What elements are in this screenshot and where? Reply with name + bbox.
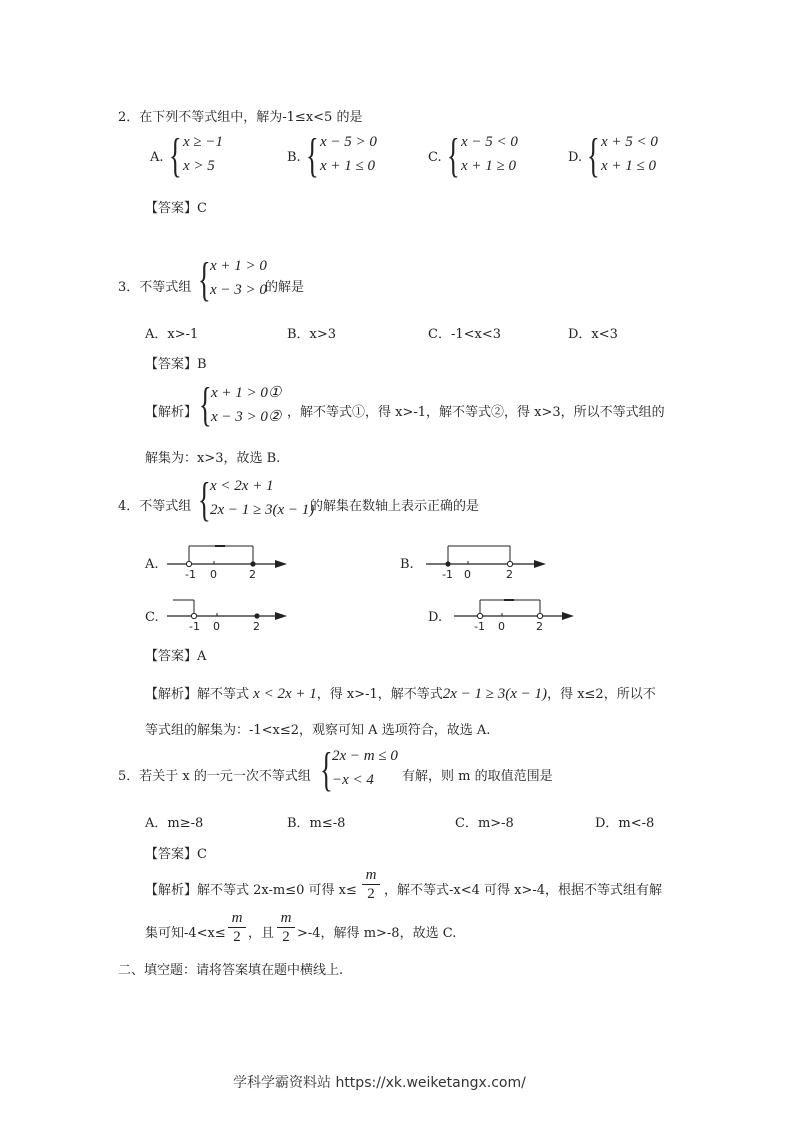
q5-analysis-e: >-4，解得 m>-8，故选 C. (297, 926, 457, 941)
q5-option-c: C．m>-8 (455, 816, 514, 831)
q3-analysis-cont: 解集为：x>3，故选 B. (145, 451, 281, 466)
q3-analysis-label: 【解析】 (145, 405, 198, 420)
q3-analysis-line2: x − 3 > 0② (211, 409, 282, 425)
q2-answer: 【答案】C (145, 201, 207, 216)
tick-label-neg1: -1 (442, 568, 453, 581)
q4-analysis-label: 【解析】 (145, 687, 198, 702)
q3-stem-suffix: 的解是 (265, 280, 305, 295)
q4-sys-line1: x < 2x + 1 (210, 478, 274, 494)
frac-den: 2 (233, 929, 241, 945)
q4-stem-prefix: 4．不等式组 (118, 499, 192, 514)
footer-watermark: 学科学霸资料站 https://xk.weiketangx.com/ (233, 1075, 526, 1091)
q4-option-a-number-line (165, 540, 290, 582)
q3-answer: 【答案】B (145, 357, 207, 372)
q3-sys-line2: x − 3 > 0 (210, 282, 267, 298)
q4-stem-suffix: 的解集在数轴上表示正确的是 (310, 499, 480, 514)
q2-option-c-system: { x − 5 < 0 x + 1 ≥ 0 (447, 129, 518, 182)
q2-c-line1: x − 5 < 0 (461, 134, 518, 150)
tick-label-2: 2 (253, 620, 260, 633)
axis-arrow (562, 612, 574, 620)
q5-analysis-label: 【解析】 (145, 883, 198, 898)
q4-analysis-b: ，得 x>-1，解不等式 (316, 687, 443, 702)
tick-label-0: 0 (464, 568, 471, 581)
closed-point-2 (254, 613, 259, 618)
q5-analysis-c: 集可知-4<x≤ (145, 926, 226, 941)
q3-analysis-text: ，解不等式①，得 x>-1，解不等式②，得 x>3，所以不等式组的 (287, 405, 665, 420)
q4-option-c-number-line (165, 592, 290, 634)
q5-fraction-m-over-2-b (228, 909, 246, 946)
q4-answer: 【答案】A (145, 649, 207, 664)
frac-num: m (280, 910, 292, 926)
q2-option-a-label: A. (150, 150, 164, 165)
q5-fraction-m-over-2-c (277, 909, 295, 946)
open-point-neg1 (477, 613, 482, 618)
tick-label-neg1: -1 (474, 620, 485, 633)
q4-analysis-cont: 等式组的解集为：-1<x≤2，观察可知 A 选项符合，故选 A. (145, 723, 491, 738)
q5-option-d: D．m<-8 (595, 816, 655, 831)
q4-analysis (145, 683, 656, 703)
q5-option-a: A．m≥-8 (145, 816, 204, 831)
q2-d-line2: x + 1 ≤ 0 (601, 158, 657, 174)
q5-stem-suffix: 有解，则 m 的取值范围是 (402, 769, 553, 784)
q2-stem: 2．在下列不等式组中，解为-1≤x<5 的是 (118, 110, 363, 125)
q5-analysis-a-text: 解不等式 2x-m≤0 可得 x≤ (197, 883, 357, 898)
q5-option-b: B．m≤-8 (287, 816, 346, 831)
tick-label-0: 0 (213, 620, 220, 633)
frac-num: m (231, 910, 243, 926)
q4-system: { x < 2x + 1 2x − 1 ≥ 3(x − 1) (198, 473, 315, 526)
q2-c-line2: x + 1 ≥ 0 (461, 158, 517, 174)
q5-fraction-m-over-2-a (362, 866, 380, 903)
q2-b-line1: x − 5 > 0 (320, 134, 377, 150)
open-point-neg1 (186, 561, 191, 566)
q2-b-line2: x + 1 ≤ 0 (320, 158, 376, 174)
q4-option-c-label: C. (145, 610, 159, 625)
q3-analysis-line1: x + 1 > 0① (211, 385, 282, 401)
q5-system: { 2x − m ≤ 0 −x < 4 (320, 743, 398, 796)
frac-den: 2 (282, 929, 290, 945)
q4-analysis-a: 解不等式 (197, 687, 250, 702)
axis-arrow (534, 560, 546, 568)
q2-a-line2: x > 5 (183, 158, 215, 174)
q5-sys-line1: 2x − m ≤ 0 (332, 748, 398, 764)
open-point-neg1 (191, 613, 196, 618)
q4-option-b-number-line (424, 540, 549, 582)
frac-den: 2 (367, 886, 375, 902)
q5-answer: 【答案】C (145, 847, 207, 862)
q3-stem-prefix: 3．不等式组 (118, 280, 192, 295)
q3-sys-line1: x + 1 > 0 (210, 258, 267, 274)
q5-analysis-b: ，解不等式-x<4 可得 x>-4，根据不等式组有解 (384, 883, 663, 898)
tick-label-neg1: -1 (189, 620, 200, 633)
tick-label-2: 2 (506, 568, 513, 581)
q4-option-b-label: B. (400, 557, 414, 572)
tick-label-2: 2 (536, 620, 543, 633)
axis-arrow (275, 560, 287, 568)
q5-stem-prefix: 5．若关于 x 的一元一次不等式组 (118, 769, 311, 784)
q2-option-d-system: { x + 5 < 0 x + 1 ≤ 0 (587, 129, 658, 182)
q3-option-c: C．-1<x<3 (428, 327, 501, 342)
q2-d-line1: x + 5 < 0 (601, 134, 658, 150)
q2-option-b-label: B. (287, 150, 301, 165)
q2-option-c-label: C. (428, 150, 442, 165)
tick-label-0: 0 (210, 568, 217, 581)
q3-system: { x + 1 > 0 x − 3 > 0 (198, 253, 267, 306)
axis-arrow (275, 612, 287, 620)
section-heading: 二、填空题：请将答案填在题中横线上. (118, 963, 344, 978)
q4-option-a-label: A. (145, 557, 159, 572)
q3-option-d: D．x<3 (568, 327, 618, 342)
tick-label-2: 2 (249, 568, 256, 581)
open-point-2 (537, 613, 542, 618)
closed-point-2 (250, 561, 255, 566)
q3-analysis-system: { x + 1 > 0① x − 3 > 0② (199, 378, 282, 431)
tick-label-neg1: -1 (185, 568, 196, 581)
q2-option-a-system: { x ≥ −1 x > 5 (169, 129, 224, 182)
q4-sys-line2: 2x − 1 ≥ 3(x − 1) (210, 502, 315, 518)
q4-option-d-number-line (452, 592, 577, 634)
q3-option-b: B．x>3 (287, 327, 337, 342)
q2-option-d-label: D. (568, 150, 583, 165)
q5-analysis-d: ，且 (248, 926, 275, 941)
closed-point-neg1 (445, 561, 450, 566)
tick-label-0: 0 (498, 620, 505, 633)
open-point-2 (507, 561, 512, 566)
q5-analysis-a (145, 879, 357, 898)
q2-option-b-system: { x − 5 > 0 x + 1 ≤ 0 (306, 129, 377, 182)
q4-analysis-math2: 2x − 1 ≥ 3(x − 1) (442, 686, 548, 702)
q4-analysis-math1: x < 2x + 1 (253, 686, 317, 702)
q4-option-d-label: D. (428, 610, 443, 625)
q4-analysis-c: ，得 x≤2，所以不 (547, 687, 656, 702)
frac-num: m (365, 867, 377, 883)
q2-a-line1: x ≥ −1 (183, 134, 224, 150)
q5-sys-line2: −x < 4 (332, 772, 374, 788)
q3-option-a: A．x>-1 (145, 327, 199, 342)
